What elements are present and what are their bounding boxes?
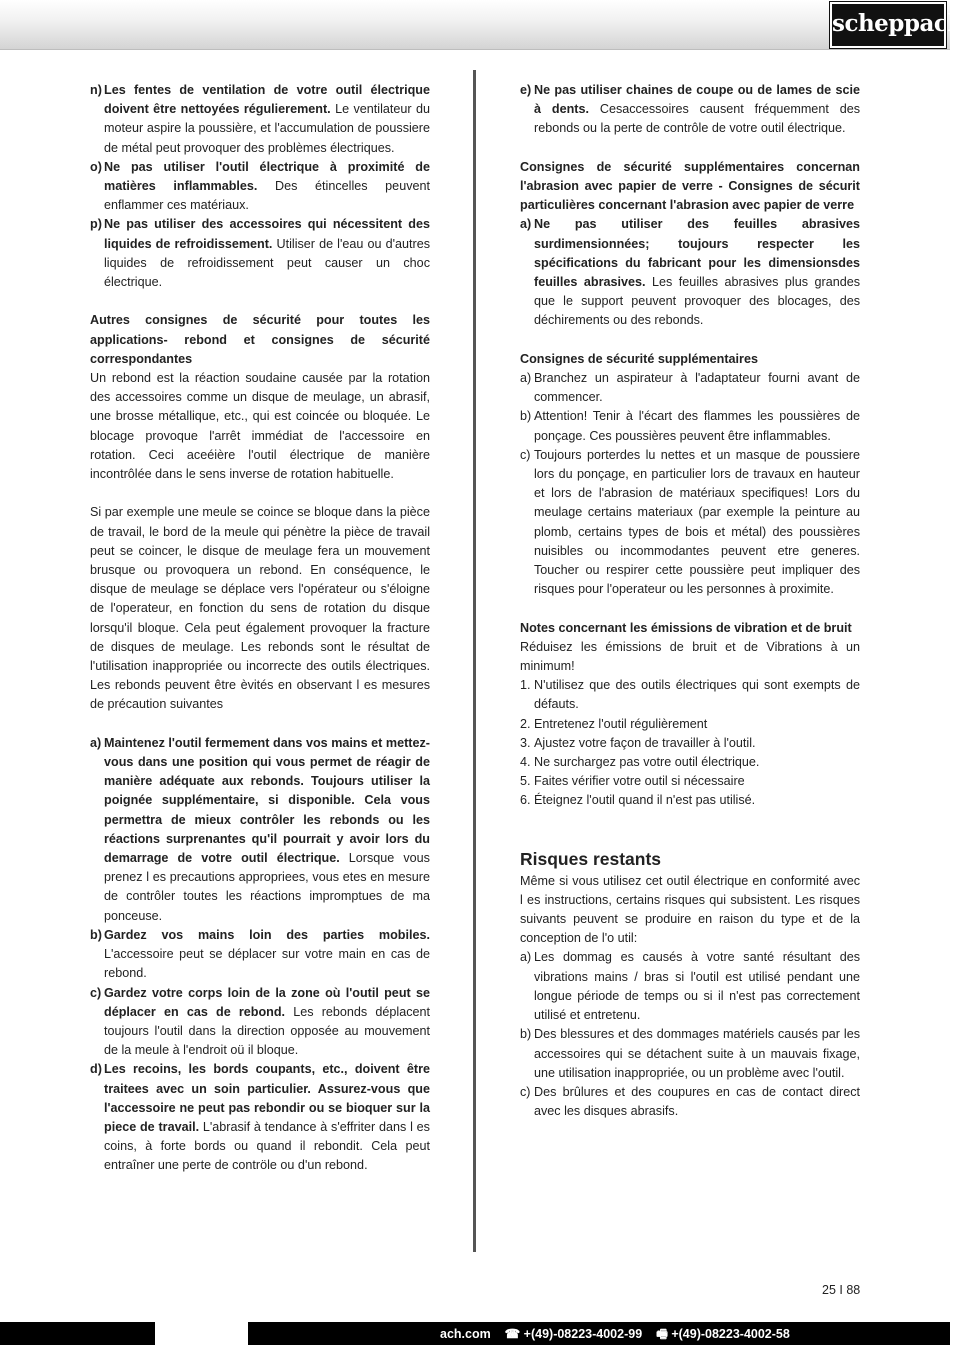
- brand-logo: scheppach: [830, 2, 946, 48]
- list-item-n: n) Les fentes de ventilation de votre outil électrique doivent être nettoyées régulierement. Le ventilateur du moteur aspire la poussière, et l'accumulation de poussiere de métal peut provoquer des problèmes électriques.: [90, 83, 430, 155]
- vibration-item-5: 5. Faites vérifier votre outil si nécessaire: [520, 774, 745, 789]
- list-item-c: c) Gardez votre corps loin de la zone où l'outil peut se déplacer en cas de rebond. Les rebonds déplacent toujours l'outil dans la direction opposée au mouvement de la meule à l'endroit oü il bloque.: [90, 985, 430, 1058]
- vibration-item-3: 3. Ajustez votre façon de travailler à l'outil.: [520, 735, 756, 750]
- risk-item-c: c) Des brûlures et des coupures en cas de contact direct avec les disques abrasifs.: [520, 1084, 860, 1119]
- footer-website: ach.com: [440, 1327, 491, 1341]
- list-item-a: a) Maintenez l'outil fermement dans vos mains et mettez-vous dans une position qui vous permet de réagir de manière adéquate aux rebonds. Toujours utiliser la poignée supplémentaire, si disponible. Cela vous permettra de mieux contrôler les rebonds ou les réactions surprenantes qu'il pourrait y avoir lors du demarrage de votre outil électrique. Lorsque vous prenez l es precautions appropriees, vous etes en mesure de contrôler toutes les réactions impromptues de ma ponceuse.: [90, 735, 430, 923]
- sanding-heading: Consignes de sécurité supplémentaires concernan l'abrasion avec papier de verre - Consignes de sécurit particulières concernant l'abrasion avec papier de verre: [520, 159, 860, 213]
- footer-band: [0, 1322, 950, 1345]
- vibration-item-4: 4. Ne surchargez pas votre outil électrique.: [520, 755, 760, 770]
- left-column: [90, 81, 430, 1176]
- list-item-e: e) Ne pas utiliser chaines de coupe ou de lames de scie à dents. Cesaccessoires causent fréquemment des rebonds ou la perte de contrôle de votre outil électrique.: [520, 83, 861, 136]
- vibration-heading: Notes concernant les émissions de vibration et de bruit: [520, 620, 852, 635]
- page-number: 25 I 88: [822, 1283, 861, 1297]
- footer-phone: ☎ +(49)-08223-4002-99: [504, 1327, 643, 1341]
- column-divider: [473, 70, 476, 1252]
- rebound-heading: Autres consignes de sécurité pour toutes les applications- rebond et consignes de sécurité correspondantes: [90, 313, 430, 366]
- vibration-intro: Réduisez les émissions de bruit et de Vibrations à un minimum!: [520, 639, 860, 674]
- risk-item-a: a) Les dommag es causés à votre santé résultant des vibrations mains / bras si l'outil est utilisé pendant une longue période de temps ou si il n'est pas correctement utilisé et entretenu.: [520, 950, 860, 1023]
- vibration-item-2: 2. Entretenez l'outil régulièrement: [520, 716, 708, 731]
- extra-safety-heading: Consignes de sécurité supplémentaires: [520, 351, 758, 366]
- footer-white-block: [155, 1322, 248, 1345]
- header-band: [0, 0, 950, 50]
- list-item-b: b) Gardez vos mains loin des parties mobiles. L'accessoire peut se déplacer sur votre main en cas de rebond.: [90, 927, 430, 981]
- list-item-p: p) Ne pas utiliser des accessoires qui nécessitent des liquides de refroidissement. Utiliser de l'eau ou d'autres liquides de refroidissement peut causer un choc électrique.: [90, 217, 430, 290]
- right-column: [520, 81, 860, 1121]
- list-item-o: o) Ne pas utiliser l'outil électrique à proximité de matières inflammables. Des étincelles peuvent enflammer ces matériaux.: [90, 159, 430, 213]
- footer-contact: [440, 1325, 790, 1346]
- risk-section-title: Risques restants: [520, 848, 662, 869]
- vibration-item-1: 1. N'utilisez que des outils électriques qui sont exempts de défauts.: [520, 678, 860, 712]
- footer-fax: 🖷 +(49)-08223-4002-58: [656, 1327, 790, 1341]
- extra-item-b: b) Attention! Tenir à l'écart des flammes les poussières de ponçage. Ces poussières peuvent être inflammables.: [520, 409, 860, 443]
- sanding-item-a: a) Ne pas utiliser des feuilles abrasives surdimensionnées; toujours respecter les spécifications du fabricant pour les dimensionsdes feuilles abrasives. Les feuilles abrasives plus grandes que le support peuvent provoquer des blocages, des déchirements ou des rebonds.: [520, 217, 861, 328]
- list-item-d: d) Les recoins, les bords coupants, etc., doivent être traitees avec un soin particulier. Assurez-vous que l'accessoire ne peut pas rebondir ou se bioquer sur la piece de travail. L'abrasif à tendance à s'effriter dans l es coins, à forte bords ou quand il rebondit. Cela peut entraîner une perte de contröle ou d'un rebond.: [90, 1062, 430, 1173]
- risk-item-b: b) Des blessures et des dommages matériels causés par les accessoires qui se détachent suite à un mauvais fixage, une utilisation inappropriée, ou un problème avec l'outil.: [520, 1027, 860, 1080]
- risk-intro: Même si vous utilisez cet outil électrique en conformité avec l es instructions, certains risques qui subsistent. Les risques suivants peuvent se produire en raison du type et de la conception de l'o util:: [520, 873, 860, 946]
- extra-item-c: c) Toujours porterdes lu nettes et un masque de poussiere lors du ponçage, en particulier lors de travaux en hauteur et lors de l'abrasion de matériaux specifiques! Lors du meulage certains materiaux (par exemple la peinture au plomb, certains types de bois et métal) des poussières nuisibles ou incommodantes peuvent etre generes. Toucher ou respirer cette poussière peut impliquer des risques pour l'operateur ou les personnes à proximite.: [520, 447, 860, 597]
- rebound-paragraph-2: Si par exemple une meule se coince se bloque dans la pièce de travail, le bord de la meule qui pénètre la pièce de travail peut se coincer, le disque de meulage fera un mouvement brusque ou provoquera un rebond. En conséquence, le disque de meulage se déplace vers l'opérateur ou s'éloigne de l'operateur, en fonction du sens de rotation du disque lorsqu'il bloque. Cela peut également provoquer la fracture de disques de meulage. Les rebonds sont le résultat de l'utilisation inappropriée ou incorrecte des outils électriques. Les rebonds peuvent être èvités en observant l es mesures de précaution suivantes: [90, 505, 430, 712]
- vibration-item-6: 6. Éteignez l'outil quand il n'est pas utilisé.: [520, 793, 756, 808]
- rebound-paragraph-1: Un rebond est la réaction soudaine causée par la rotation des accessoires comme un disque de meulage, un abrasif, une brosse métallique, etc., qui est coincée ou bloquée. Le blocage provoque l'arrêt immédiat de l'accessoire en rotation. Ceci aceéière l'outil électrique de manière incontrôlée dans le sens inverse de rotation habituelle.: [90, 371, 430, 482]
- extra-item-a: a) Branchez un aspirateur à l'adaptateur fourni avant de commencer.: [520, 371, 860, 405]
